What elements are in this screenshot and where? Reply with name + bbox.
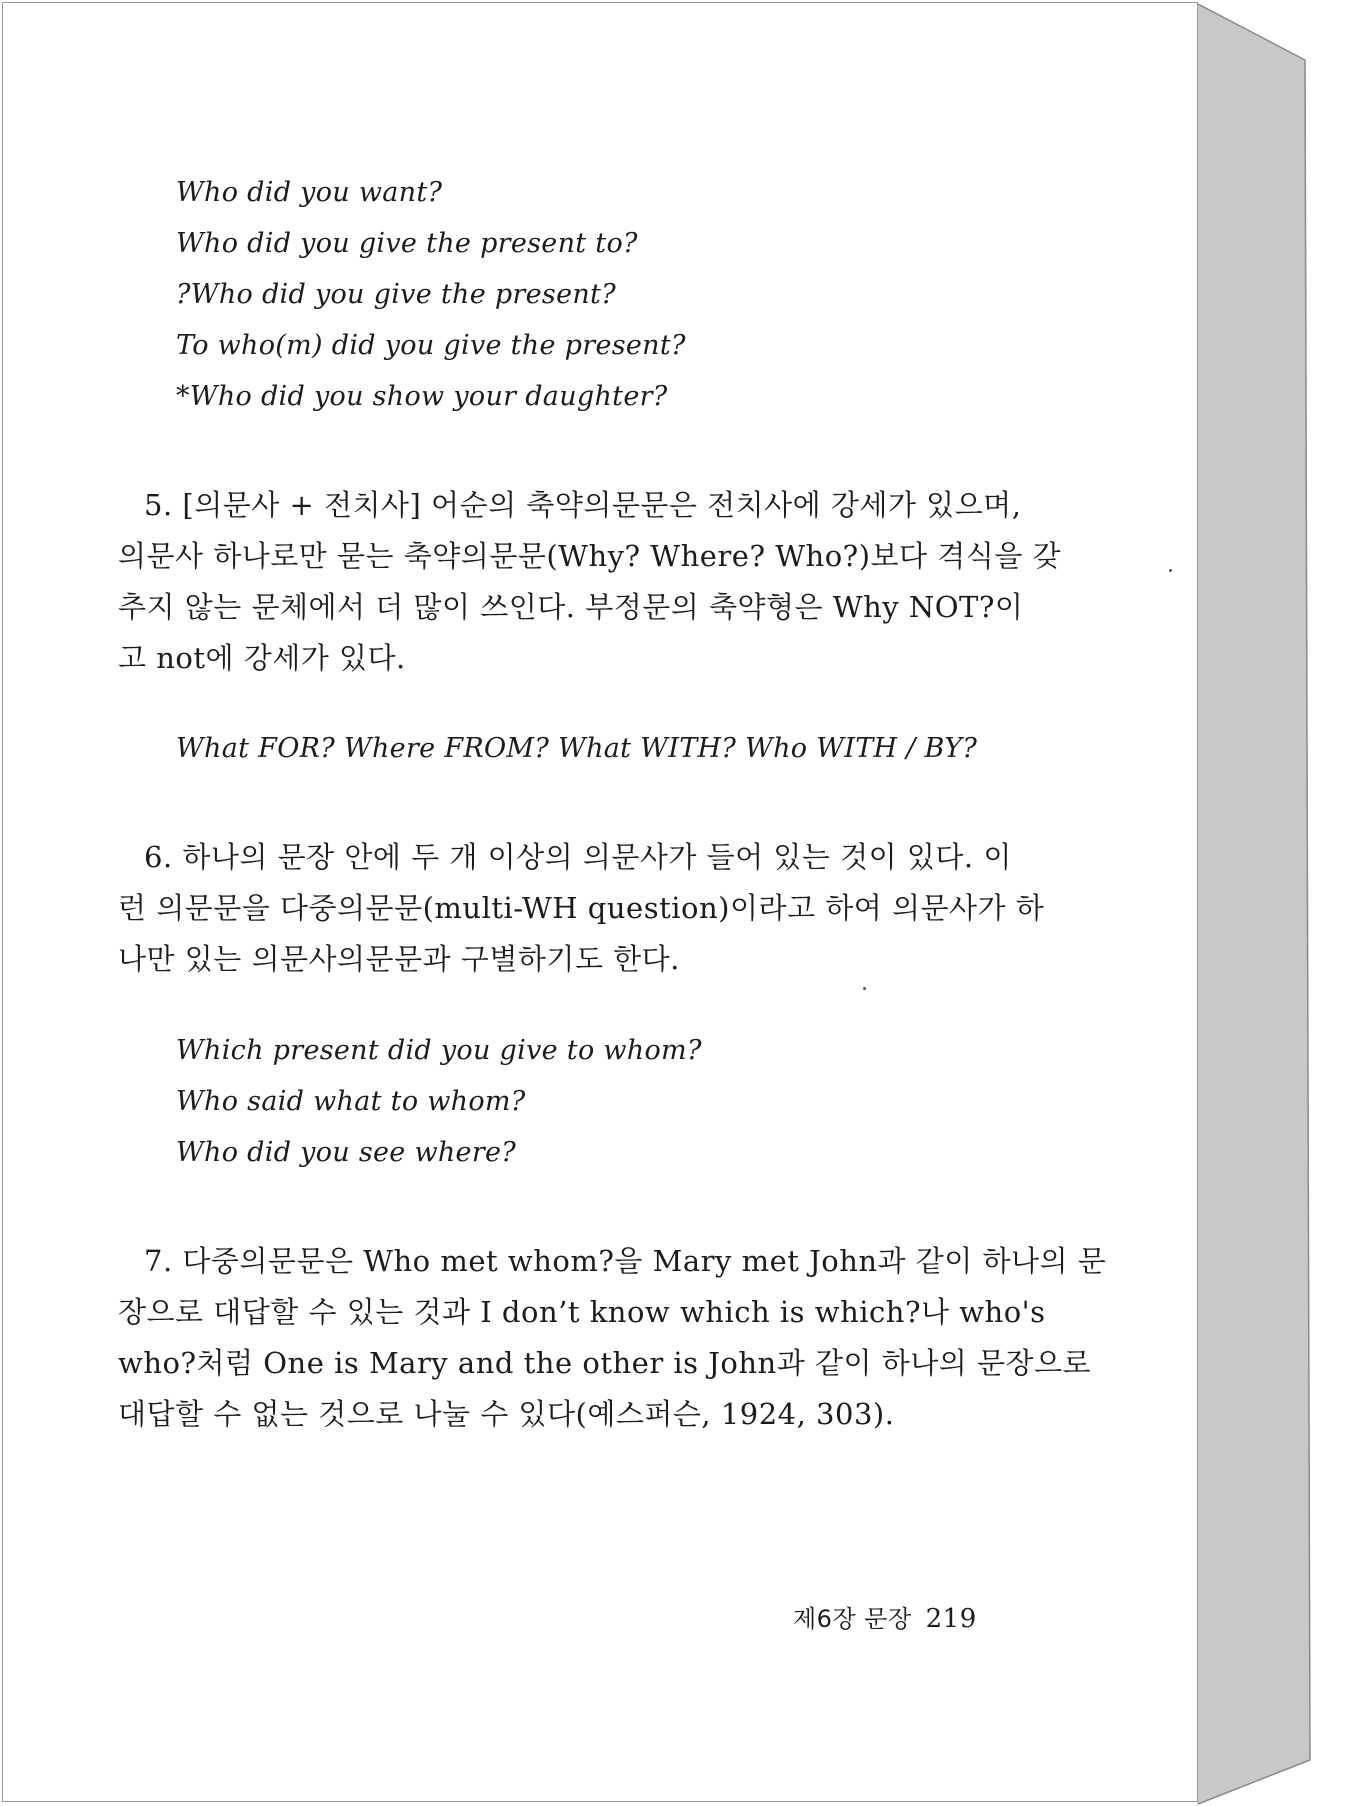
paragraph-6-line: 나만 있는 의문사의문문과 구별하기도 한다.: [118, 942, 680, 976]
paragraph-7-line: 대답할 수 없는 것으로 나눌 수 있다(예스퍼슨, 1924, 303).: [118, 1397, 895, 1431]
paragraph-5-line: 5. [의문사 + 전치사] 어순의 축약의문문은 전치사에 강세가 있으며,: [144, 488, 1022, 522]
paragraph-7-line: who?처럼 One is Mary and the other is John과 같이 하나의 문장으로: [118, 1346, 1092, 1380]
chapter-label: 제6장 문장: [793, 1605, 912, 1633]
example-line: What FOR? Where FROM? What WITH? Who WITH / BY?: [176, 733, 978, 764]
example-line: Who did you see where?: [176, 1137, 517, 1168]
page-footer: [793, 1599, 977, 1634]
paragraph-5-line: 추지 않는 문체에서 더 많이 쓰인다. 부정문의 축약형은 Why NOT?이: [118, 590, 1024, 624]
example-line: *Who did you show your daughter?: [176, 381, 668, 412]
example-line: Who did you want?: [176, 177, 443, 208]
paragraph-7-line: 장으로 대답할 수 있는 것과 I don’t know which is which?나 who's: [118, 1295, 1046, 1329]
paragraph-6-line: 6. 하나의 문장 안에 두 개 이상의 의문사가 들어 있는 것이 있다. 이: [144, 840, 1012, 874]
scan-speck: [1169, 569, 1172, 572]
example-line: To who(m) did you give the present?: [176, 330, 686, 361]
paragraph-5-line: 의문사 하나로만 묻는 축약의문문(Why? Where? Who?)보다 격식을 갖: [118, 539, 1062, 573]
paragraph-6-line: 런 의문문을 다중의문문(multi-WH question)이라고 하여 의문사가 하: [118, 891, 1045, 925]
example-line: Who did you give the present to?: [176, 228, 638, 259]
book-page: [2, 2, 1198, 1802]
scan-speck: [863, 987, 866, 990]
paragraph-7-line: 7. 다중의문문은 Who met whom?을 Mary met John과 같이 하나의 문: [144, 1244, 1107, 1278]
page-number: 219: [925, 1604, 977, 1634]
example-line: Who said what to whom?: [176, 1086, 526, 1117]
paragraph-5-line: 고 not에 강세가 있다.: [118, 641, 406, 675]
example-line: ?Who did you give the present?: [176, 279, 616, 310]
example-line: Which present did you give to whom?: [176, 1035, 702, 1066]
